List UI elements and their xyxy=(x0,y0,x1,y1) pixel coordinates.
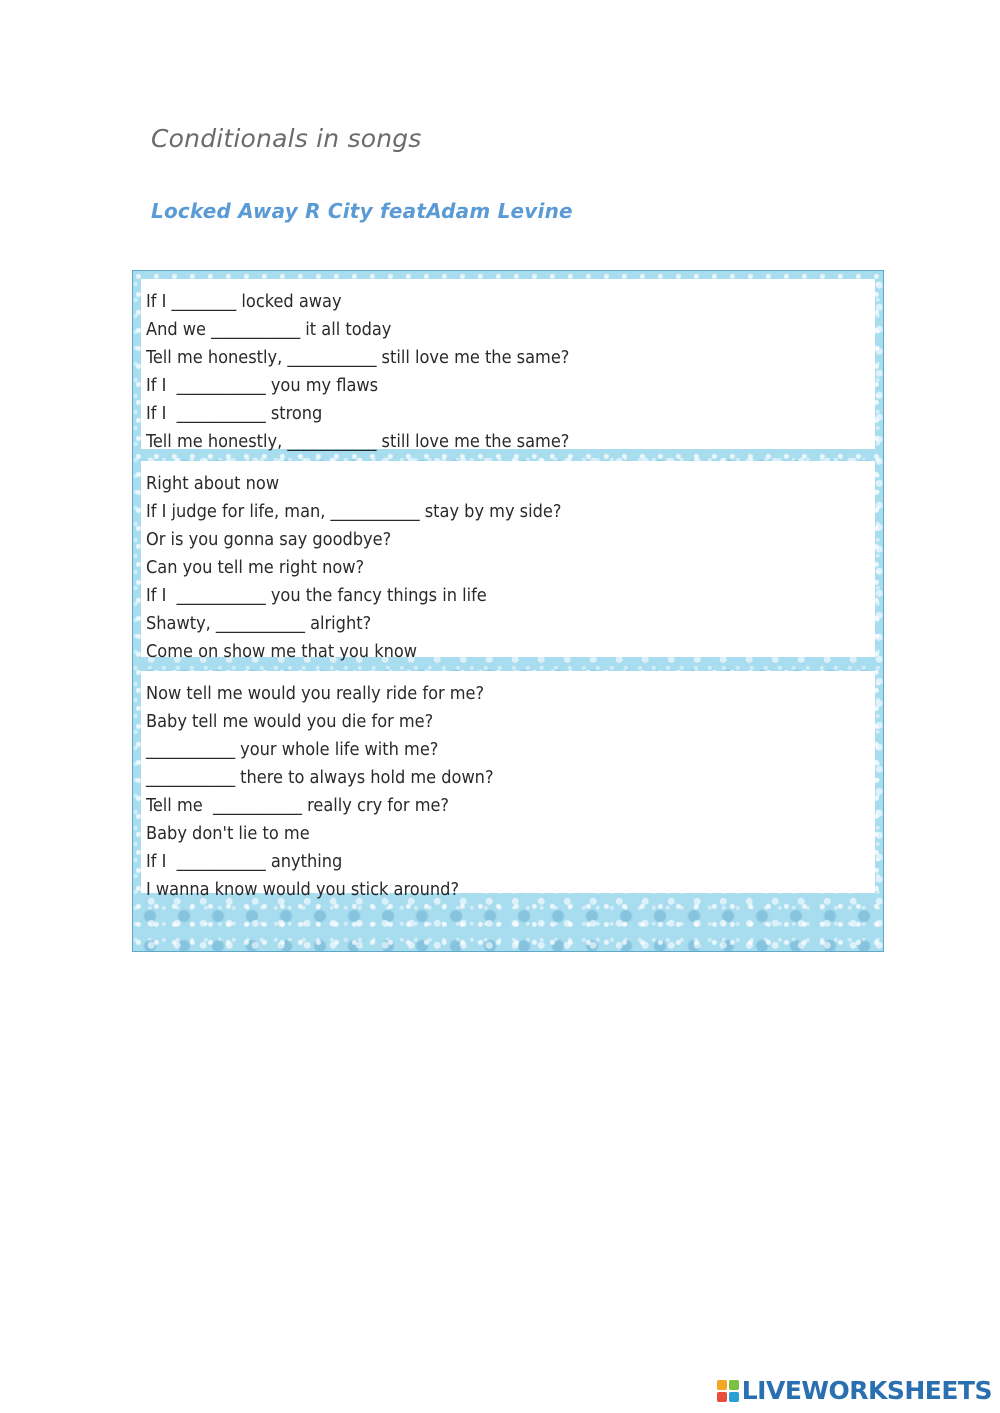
lyric-line: Shawty, ___________ alright? xyxy=(146,613,372,634)
lyric-line: If I ___________ you my flaws xyxy=(146,375,379,396)
lyric-line: Come on show me that you know xyxy=(146,641,418,662)
stanza-1 xyxy=(141,279,875,452)
logo-square xyxy=(717,1380,727,1390)
logo-square xyxy=(729,1380,739,1390)
lyric-line: Tell me ___________ really cry for me? xyxy=(146,795,450,816)
liveworksheets-logo-icon xyxy=(717,1380,739,1402)
logo-square xyxy=(717,1392,727,1402)
lyric-line: ___________ there to always hold me down? xyxy=(146,767,494,788)
lyric-line: If I ___________ strong xyxy=(146,403,323,424)
lyrics-frame xyxy=(132,270,884,952)
lyric-line: Right about now xyxy=(146,473,280,494)
lyric-line: Tell me honestly, ___________ still love me the same? xyxy=(146,431,570,452)
song-title: Locked Away R City featAdam Levine xyxy=(151,199,573,223)
lyric-line: Baby tell me would you die for me? xyxy=(146,711,434,732)
liveworksheets-logo[interactable] xyxy=(717,1376,992,1405)
stanza-2 xyxy=(141,461,875,662)
lyric-line: If I judge for life, man, ___________ stay by my side? xyxy=(146,501,562,522)
lyric-line: ___________ your whole life with me? xyxy=(146,739,439,760)
lyric-line: Tell me honestly, ___________ still love me the same? xyxy=(146,347,570,368)
stanza-3 xyxy=(141,671,875,900)
page-title: Conditionals in songs xyxy=(151,124,422,153)
lyric-line: And we ___________ it all today xyxy=(146,319,392,340)
lyric-line: If I ________ locked away xyxy=(146,291,342,312)
lyric-line: If I ___________ anything xyxy=(146,851,343,872)
logo-square xyxy=(729,1392,739,1402)
lyric-line: Can you tell me right now? xyxy=(146,557,365,578)
lyric-line: Baby don't lie to me xyxy=(146,823,310,844)
lyric-line: If I ___________ you the fancy things in life xyxy=(146,585,487,606)
logo-text: LIVEWORKSHEETS xyxy=(741,1376,992,1405)
lyric-line: Now tell me would you really ride for me? xyxy=(146,683,485,704)
lyric-line: I wanna know would you stick around? xyxy=(146,879,460,900)
lyric-line: Or is you gonna say goodbye? xyxy=(146,529,392,550)
